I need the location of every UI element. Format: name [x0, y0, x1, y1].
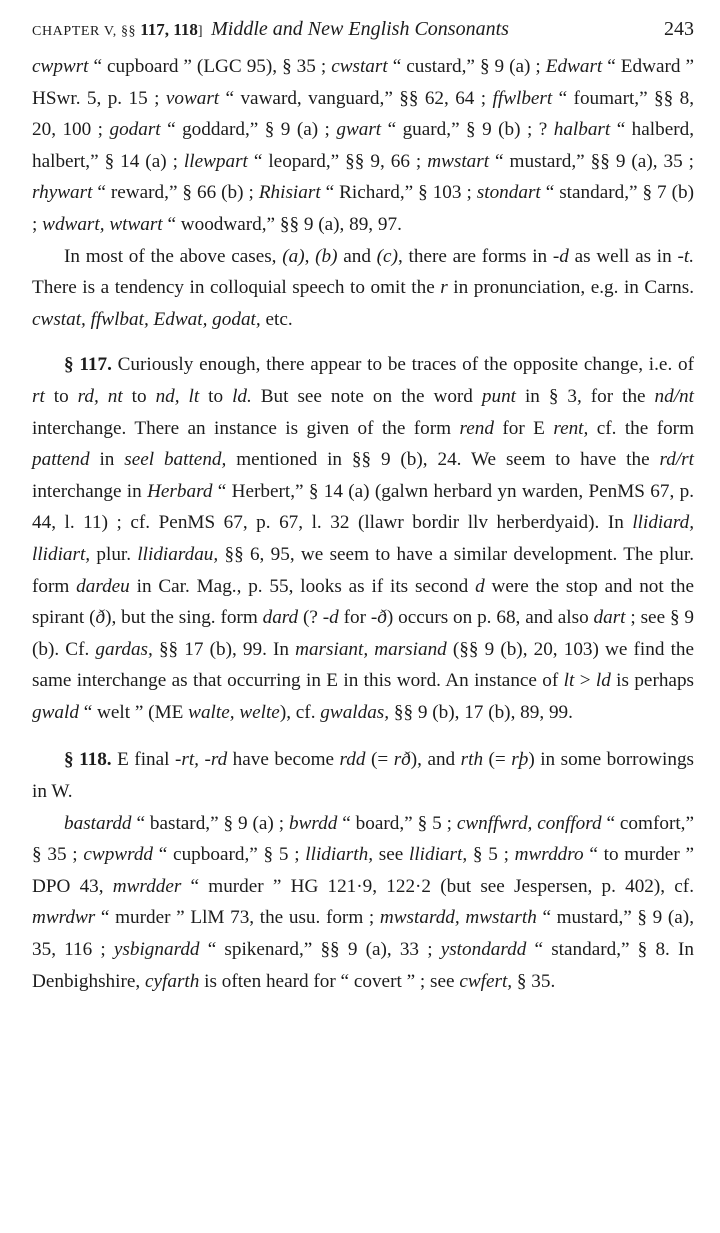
text-run: “ custard,” § 9 (a) ; — [387, 56, 546, 77]
italic-term: -ð — [370, 607, 387, 629]
italic-term: rth — [460, 749, 484, 771]
italic-term: lt — [563, 670, 575, 692]
text-run: “ Richard,” § 103 ; — [320, 182, 477, 204]
text-run: in § 3, for the — [516, 385, 655, 407]
italic-term: llewpart — [183, 150, 248, 172]
italic-term: stondart — [476, 182, 541, 204]
italic-term: d — [475, 575, 485, 597]
italic-term: ffwlbert — [492, 87, 553, 109]
text-run: “ comfort,” § 35 ; — [32, 812, 694, 866]
text-run: “ mustard,” § 9 (a), 35, 116 ; — [32, 907, 694, 961]
italic-term: gardas, — [95, 638, 153, 660]
paragraph-word-list-rt — [32, 51, 694, 241]
italic-term: -d — [552, 245, 569, 267]
text-run: ) in some borrowings in W. — [32, 749, 695, 803]
text-run: §§ 9 (b), 17 (b), 89, 99. — [389, 701, 573, 723]
text-run: for — [338, 607, 371, 629]
text-run: interchange in — [32, 480, 148, 502]
italic-term: rdd — [339, 749, 366, 771]
text-run: “ mustard,” §§ 9 (a), 35 ; — [489, 150, 694, 172]
italic-term: rend — [459, 417, 494, 439]
italic-term: punt — [481, 385, 516, 407]
text-run: in pronunciation, e.g. in Carns. — [447, 277, 694, 299]
text-run: ), but the sing. form — [105, 607, 263, 629]
italic-term: r — [440, 277, 448, 299]
italic-term: nd, lt — [155, 385, 200, 407]
text-run: “ to murder ” DPO 43, — [32, 844, 694, 897]
text-run: to — [44, 385, 78, 407]
text-run: cf. the form — [588, 417, 694, 439]
text-run: §§ 17 (b), 99. In — [152, 638, 296, 660]
text-run: “ Herbert,” § 14 (a) (galwn herbard yn warden, PenMS 67, p. 44, l. 11) ; cf. PenMS 67, p. 67, l. 32 (llawr bordir llv herberdyaid). In — [32, 480, 694, 534]
text-run: ) occurs on p. 68, and also — [386, 607, 594, 629]
italic-term: cyfarth — [144, 970, 200, 992]
page-number: 243 — [664, 18, 694, 40]
text-run: “ foumart,” §§ 8, 20, 100 ; — [32, 87, 694, 141]
text-run: §§ 6, 95, we seem to have a similar development. The plur. form — [32, 543, 694, 597]
italic-term: mwstart — [427, 150, 490, 172]
italic-term: ð — [95, 607, 106, 629]
text-run: Curiously enough, there appear to be traces of the opposite change, i.e. of — [111, 354, 694, 376]
italic-term: Rhisiart — [258, 182, 321, 204]
italic-term: gwart — [336, 119, 382, 141]
text-run: § 5 ; — [467, 844, 515, 866]
italic-term: ld. — [232, 385, 252, 407]
italic-term: mwstardd, mwstarth — [379, 907, 537, 929]
italic-term: mwrddro — [514, 844, 584, 866]
chapter-label: CHAPTER V, §§ 117, 118] — [32, 20, 204, 39]
italic-term: halbart — [553, 119, 611, 141]
italic-term: (b) — [315, 245, 338, 267]
text-run: “ vaward, vanguard,” §§ 62, 64 ; — [219, 87, 493, 109]
italic-term: cwnffwrd, confford — [456, 812, 602, 834]
italic-term: mwrdder — [112, 875, 182, 897]
text-run: “ spikenard,” §§ 9 (a), 33 ; — [199, 939, 441, 961]
text-run: in — [89, 449, 125, 471]
italic-term: wdwart, wtwart — [42, 213, 163, 235]
text-run: (? — [298, 607, 323, 629]
italic-term: nd/nt — [654, 385, 694, 407]
italic-term: rð — [393, 749, 411, 771]
text-run: to — [122, 385, 156, 407]
running-header — [32, 18, 694, 41]
text-run: “ standard,” § 8. In Denbighshire, — [32, 939, 694, 992]
italic-term: rt — [32, 385, 45, 407]
section-118-intro — [32, 744, 694, 807]
italic-term: llidiard, llidiart, — [32, 512, 694, 565]
italic-term: marsiant, marsiand — [295, 638, 447, 660]
italic-term: ld — [595, 670, 611, 692]
italic-term: gwald — [32, 701, 79, 723]
text-run: , — [304, 245, 316, 267]
section-number: § 118. — [64, 749, 112, 771]
text-run: for E — [493, 417, 554, 439]
italic-term: dardeu — [76, 575, 130, 597]
text-run: “ goddard,” § 9 (a) ; — [160, 119, 337, 141]
text-run: , there are forms in — [397, 245, 553, 267]
section-117 — [32, 349, 694, 728]
italic-term: seel battend, — [124, 449, 227, 471]
text-run: ), and — [410, 749, 461, 771]
italic-term: rd/rt — [659, 449, 694, 471]
italic-term: godart — [109, 119, 161, 141]
text-run: > — [574, 670, 596, 692]
italic-term: rd, nt — [77, 385, 123, 407]
text-run: “ welt ” (ME — [78, 701, 189, 723]
text-run: E final — [111, 749, 175, 771]
text-run: § 35. — [512, 970, 556, 992]
text-run: ), cf. — [279, 701, 321, 723]
italic-term: pattend — [32, 449, 90, 471]
italic-term: dard — [262, 607, 299, 629]
italic-term: vowart — [165, 87, 220, 109]
text-run: “ guard,” § 9 (b) ; ? — [381, 119, 554, 141]
italic-term: dart — [593, 607, 626, 629]
italic-term: cwstat, ffwlbat, Edwat, godat, — [32, 308, 261, 330]
text-run: “ murder ” LlM 73, the usu. form ; — [95, 907, 380, 929]
text-run: in Car. Mag., p. 55, looks as if its second — [129, 575, 476, 597]
book-page — [32, 18, 694, 997]
text-run: In most of the above cases, — [64, 245, 283, 267]
italic-term: cwstart — [331, 56, 388, 77]
italic-term: Herbard — [147, 480, 213, 502]
text-run: “ leopard,” §§ 9, 66 ; — [247, 150, 428, 172]
italic-term: (a) — [282, 245, 305, 267]
italic-term: (c) — [376, 245, 398, 267]
text-run: “ cupboard,” § 5 ; — [153, 844, 306, 866]
italic-term: -t. — [677, 245, 694, 267]
text-run: were the stop and not the spirant ( — [32, 575, 694, 629]
italic-term: -rt, -rd — [174, 749, 228, 771]
italic-term: rent, — [553, 417, 589, 439]
text-run: (= — [483, 749, 512, 771]
text-run: see — [373, 844, 410, 866]
text-run: “ standard,” § 7 (b) ; — [32, 182, 694, 235]
italic-term: llidiarth, — [305, 844, 373, 866]
text-run: ; see § 9 (b). Cf. — [32, 607, 694, 660]
italic-term: mwrdwr — [32, 907, 96, 929]
chapter-title: Middle and New English Consonants — [211, 18, 509, 40]
italic-term: bwrdd — [288, 812, 338, 834]
paragraph-d-t-forms — [32, 241, 694, 336]
text-run: “ woodward,” §§ 9 (a), 89, 97. — [162, 213, 402, 235]
text-run: “ board,” § 5 ; — [337, 812, 457, 834]
italic-term: rhywart — [32, 182, 93, 204]
text-run: is often heard for “ covert ” ; see — [199, 970, 460, 992]
text-run: and — [337, 245, 377, 267]
section-number: § 117. — [64, 354, 112, 376]
italic-term: bastardd — [64, 812, 132, 834]
italic-term: gwaldas, — [320, 701, 390, 723]
italic-term: -d — [322, 607, 339, 629]
italic-term: walte, welte — [188, 701, 280, 723]
italic-term: rþ — [511, 749, 529, 771]
italic-term: cwpwrdd — [83, 844, 154, 866]
text-run: etc. — [260, 308, 293, 330]
text-run: is perhaps — [610, 670, 695, 692]
text-run: “ Edward ” HSwr. 5, p. 15 ; — [32, 56, 694, 109]
text-run: interchange. There an instance is given of the form — [32, 417, 460, 439]
text-run: plur. — [90, 543, 138, 565]
text-run: “ halberd, halbert,” § 14 (a) ; — [32, 119, 694, 172]
text-run: have become — [227, 749, 340, 771]
text-run: (§§ 9 (b), 20, 103) we find the same interchange as that occurring in E in this word. An instance of — [32, 638, 695, 692]
italic-term: cwfert, — [459, 970, 513, 992]
italic-term: cwpwrt — [32, 56, 89, 77]
text-run: mentioned in §§ 9 (b), 24. We seem to have the — [226, 449, 660, 471]
paragraph-word-list-rdd — [32, 808, 694, 998]
text-run: “ bastard,” § 9 (a) ; — [131, 812, 289, 834]
italic-term: ystondardd — [440, 939, 527, 961]
text-run: “ cupboard ” (LGC 95), § 35 ; — [88, 56, 332, 77]
italic-term: llidiart, — [409, 844, 468, 866]
text-run: (= — [365, 749, 394, 771]
text-run: to — [199, 385, 233, 407]
text-run: “ murder ” HG 121·9, 122·2 (but see Jespersen, p. 402), cf. — [181, 875, 694, 897]
text-run: as well as in — [568, 245, 678, 267]
italic-term: llidiardau, — [137, 543, 219, 565]
text-run: “ reward,” § 66 (b) ; — [92, 182, 259, 204]
text-run: There is a tendency in colloquial speech to omit the — [32, 277, 441, 299]
text-run: But see note on the word — [251, 385, 482, 407]
italic-term: ysbignardd — [113, 939, 200, 961]
italic-term: Edwart — [545, 56, 603, 77]
